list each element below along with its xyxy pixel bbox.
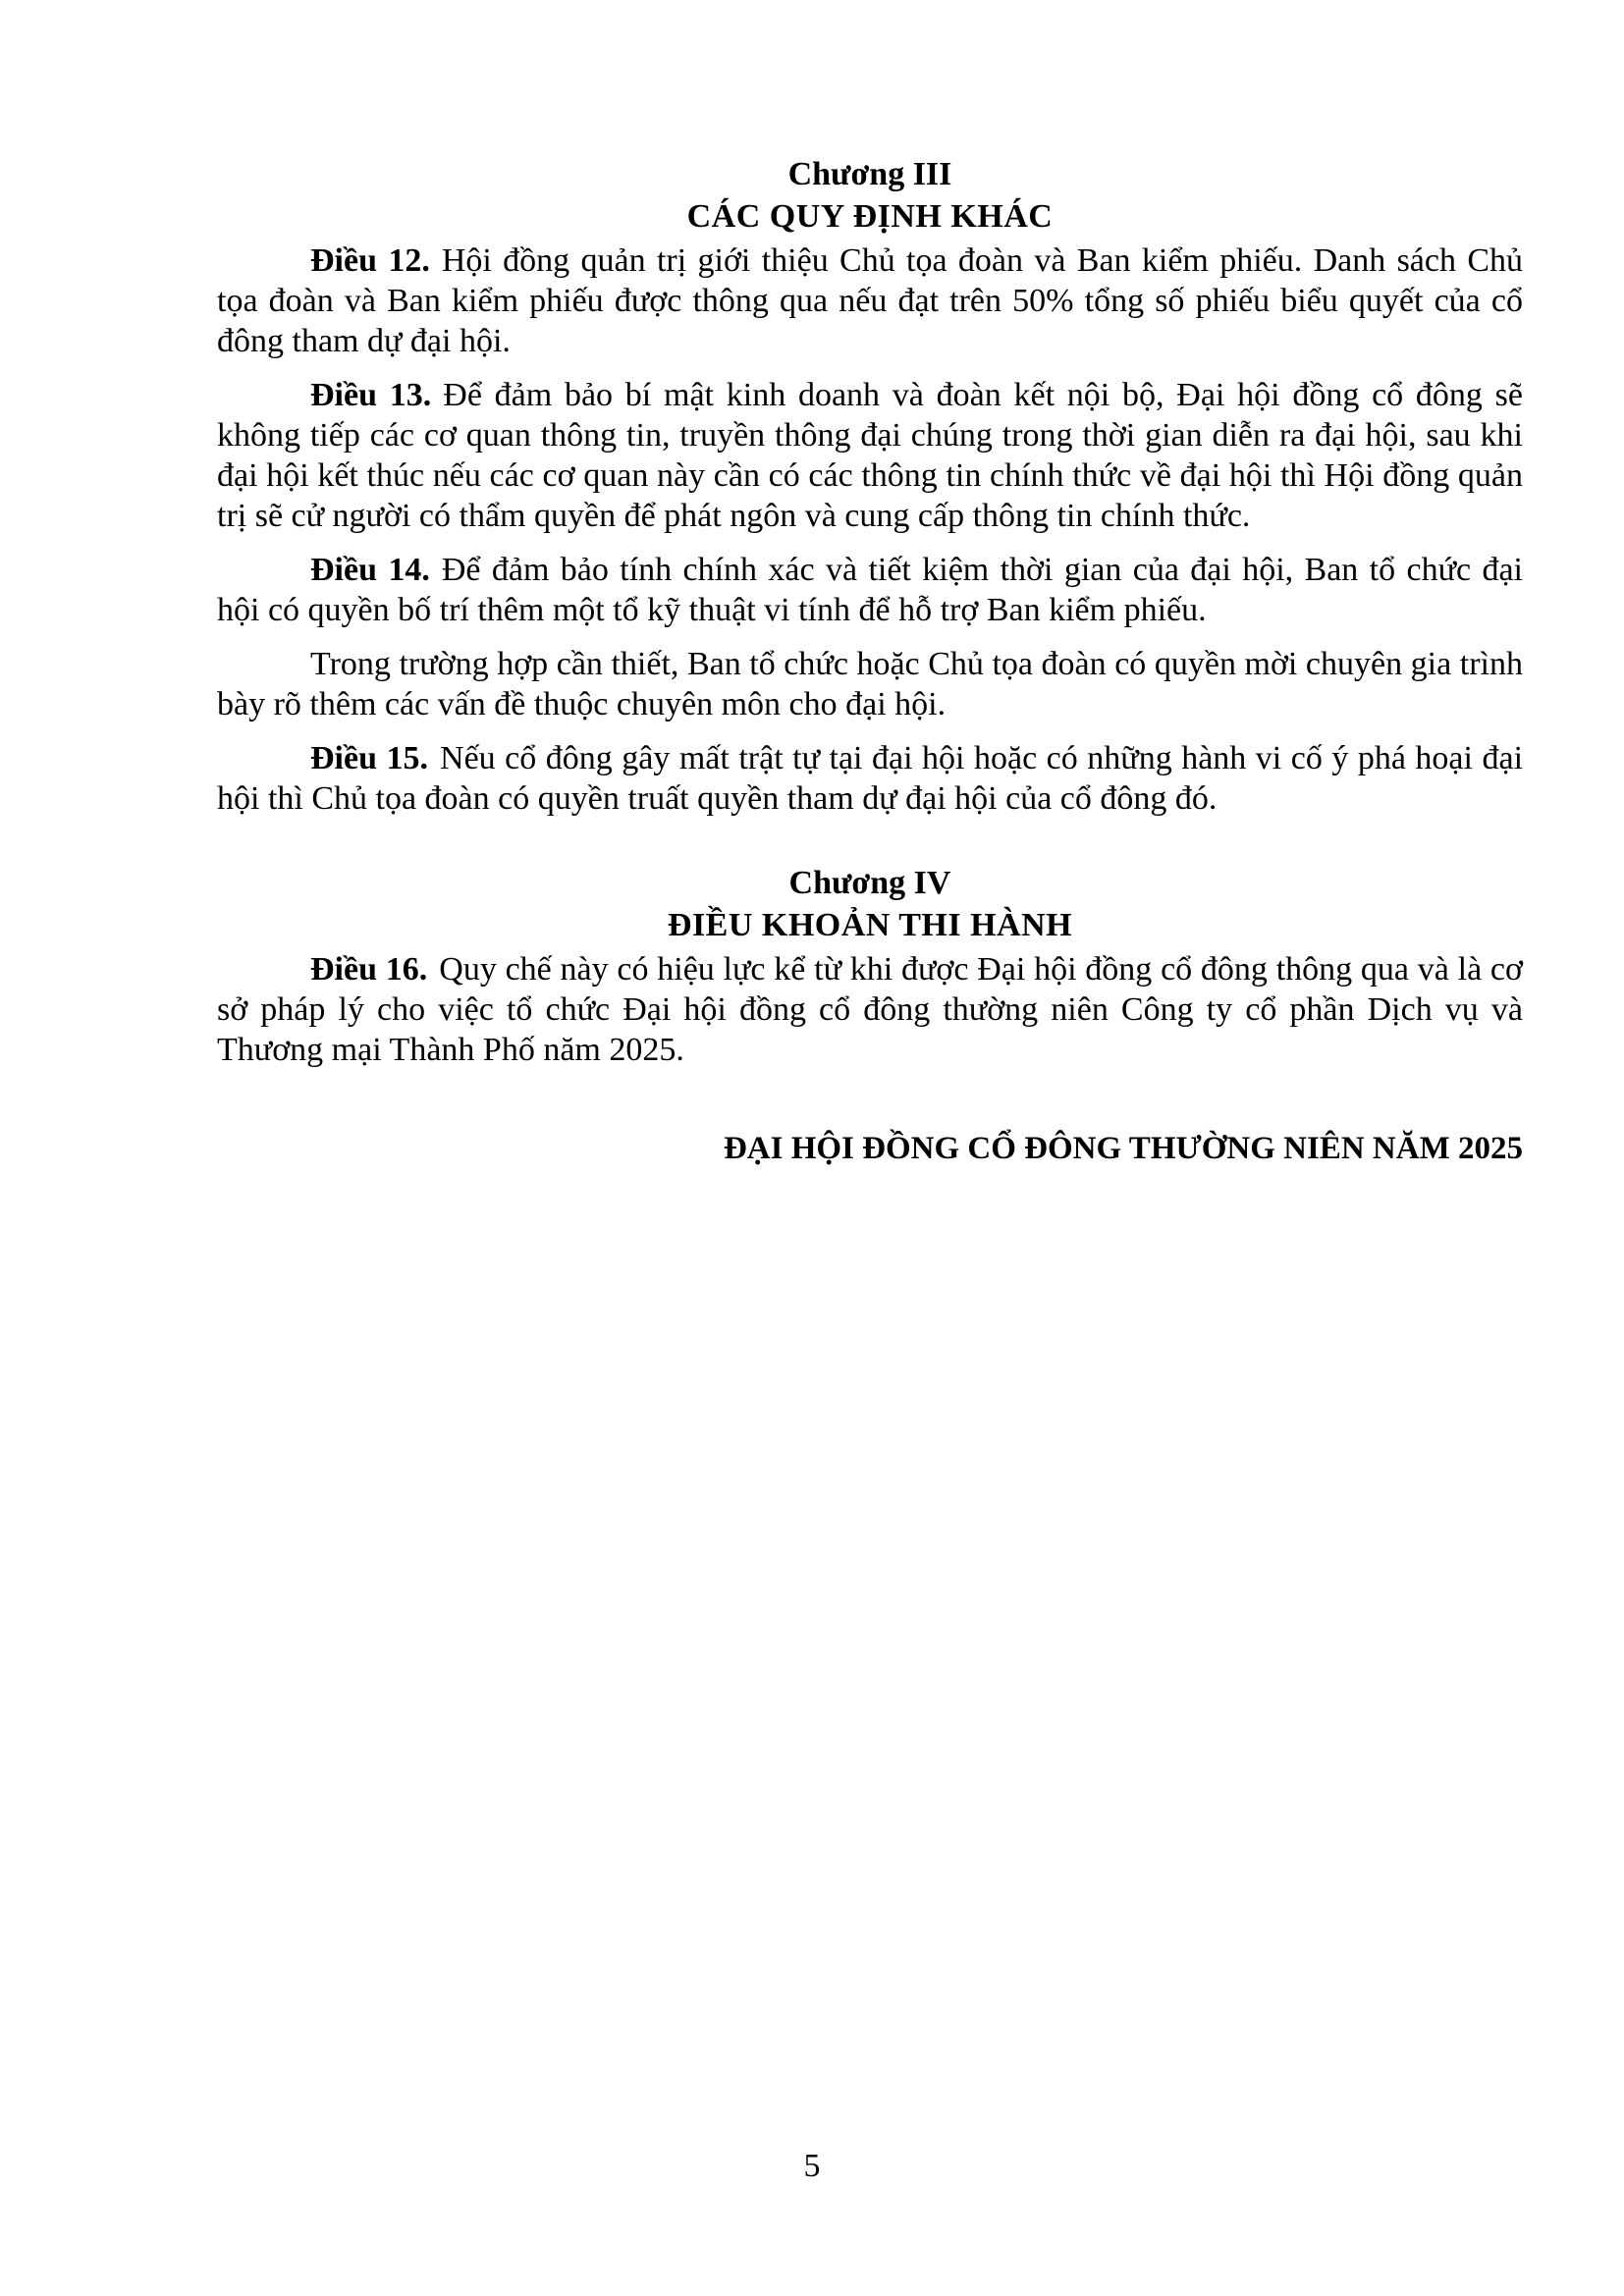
article-paragraph: [217, 738, 1523, 819]
article-text: Quy chế này có hiệu lực kể từ khi được Đại hội đồng cổ đông thông qua và là cơ sở pháp lý cho việc tổ chức Đại hội đồng cổ đông thường niên Công ty cổ phần Dịch vụ và Thương mại Thành Phố năm 2025.: [217, 951, 1523, 1068]
article-text: Trong trường hợp cần thiết, Ban tổ chức hoặc Chủ tọa đoàn có quyền mời chuyên gia trình bày rõ thêm các vấn đề thuộc chuyên môn cho đại hội.: [217, 646, 1523, 722]
article-number: Điều 13.: [310, 377, 432, 413]
article-number: Điều 12.: [310, 242, 430, 279]
article-paragraph: [217, 375, 1523, 536]
article-text: Để đảm bảo tính chính xác và tiết kiệm thời gian của đại hội, Ban tổ chức đại hội có quyền bố trí thêm một tổ kỹ thuật vi tính để hỗ trợ Ban kiểm phiếu.: [217, 552, 1523, 628]
closing-signature: ĐẠI HỘI ĐỒNG CỔ ĐÔNG THƯỜNG NIÊN NĂM 2025: [723, 1131, 1523, 1166]
article-paragraph: [217, 550, 1523, 630]
article-number: Điều 16.: [310, 951, 428, 988]
article-paragraph: [217, 240, 1523, 361]
chapter-label: Chương III: [787, 156, 952, 192]
chapter-title: ĐIỀU KHOẢN THI HÀNH: [667, 907, 1073, 943]
document-page: [217, 137, 1523, 1169]
article-number: Điều 14.: [310, 552, 430, 588]
article-text: Hội đồng quản trị giới thiệu Chủ tọa đoàn và Ban kiểm phiếu. Danh sách Chủ tọa đoàn và Ban kiểm phiếu được thông qua nếu đạt trên 50% tổng số phiếu biểu quyết của cổ đông tham dự đại hội.: [217, 242, 1523, 359]
page-number: 5: [803, 2148, 821, 2184]
article-number: Điều 15.: [310, 740, 429, 776]
chapter-label: Chương IV: [788, 865, 951, 901]
article-text: Nếu cổ đông gây mất trật tự tại đại hội hoặc có những hành vi cố ý phá hoại đại hội thì Chủ tọa đoàn có quyền truất quyền tham dự đại hội của cổ đông đó.: [217, 740, 1524, 817]
chapter-title: CÁC QUY ĐỊNH KHÁC: [686, 198, 1054, 235]
article-paragraph: [217, 949, 1523, 1070]
article-paragraph: [217, 644, 1523, 724]
article-text: Để đảm bảo bí mật kinh doanh và đoàn kết nội bộ, Đại hội đồng cổ đông sẽ không tiếp các cơ quan thông tin, truyền thông đại chúng trong thời gian diễn ra đại hội, sau khi đại hội kết thúc nếu các cơ quan này cần có các thông tin chính thức về đại hội thì Hội đồng quản trị sẽ cử người có thẩm quyền để phát ngôn và cung cấp thông tin chính thức.: [217, 377, 1524, 534]
